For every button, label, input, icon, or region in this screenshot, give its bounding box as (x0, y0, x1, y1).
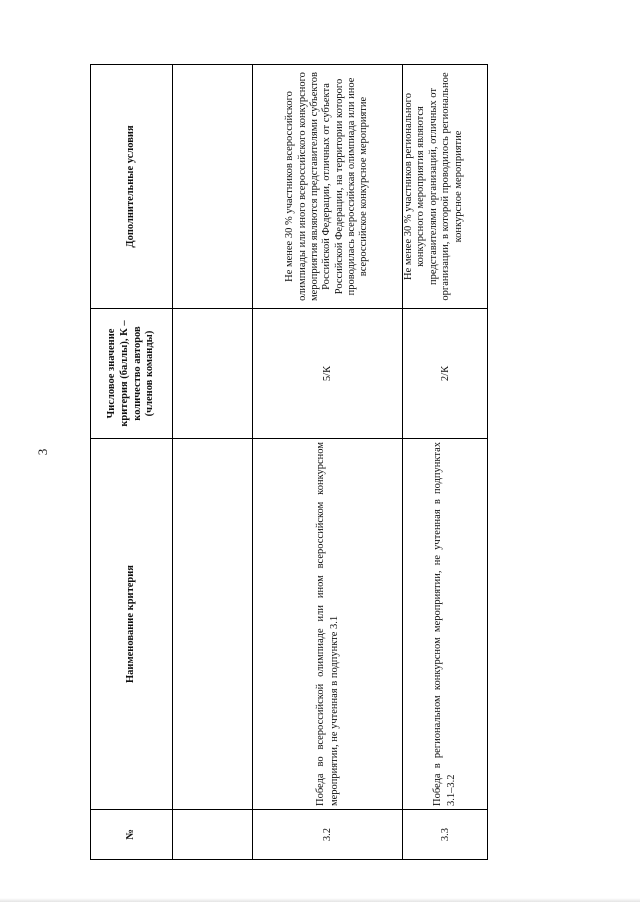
header-additional-conditions: Дополнительные условия (91, 65, 173, 309)
table-row (403, 65, 488, 860)
row-criterion-name: Победа в региональном конкурсном мероприятии, не учтенная в подпунктах 3.1–3.2 (403, 439, 488, 810)
row-criterion-name (173, 439, 253, 810)
rotated-page-content (90, 65, 486, 860)
row-number (173, 810, 253, 860)
scan-bottom-edge (0, 898, 640, 902)
row-additional-conditions: Не менее 30 % участников всероссийского олимпиады или иного всероссийского конкурсного мероприятия являются представителями субъектов Российской Федерации, отличных от субъекта Российской Федерации, на территории которого проводилась всероссийская олимпиада или иное всероссийское конкурсное мероприятие (253, 65, 403, 309)
header-criterion-name: Наименование критерия (91, 439, 173, 810)
table-header-row (91, 65, 173, 860)
table-row (173, 65, 253, 860)
row-additional-conditions (173, 65, 253, 309)
row-additional-conditions: Не менее 30 % участников регионального конкурсного мероприятия являются представителями организаций, отличных от организации, в которой проводилось региональное конкурсное мероприятие (403, 72, 464, 301)
row-number: 3.2 (253, 810, 403, 860)
row-criterion-value (173, 309, 253, 439)
row-criterion-value: 2/К (403, 309, 488, 439)
row-criterion-name: Победа во всероссийской олимпиаде или ином всероссийском конкурсном мероприятии, не учтенная в подпункте 3.1 (253, 439, 403, 810)
header-criterion-value: Числовое значение критерия (баллы), К – количество авторов (членов команды) (91, 309, 173, 439)
row-additional-conditions-cell (403, 65, 488, 309)
header-number: № (91, 810, 173, 860)
page-number: 3 (35, 448, 50, 456)
criteria-table (90, 64, 488, 860)
table-row (253, 65, 403, 860)
row-number: 3.3 (403, 810, 488, 860)
row-criterion-value: 5/К (253, 309, 403, 439)
